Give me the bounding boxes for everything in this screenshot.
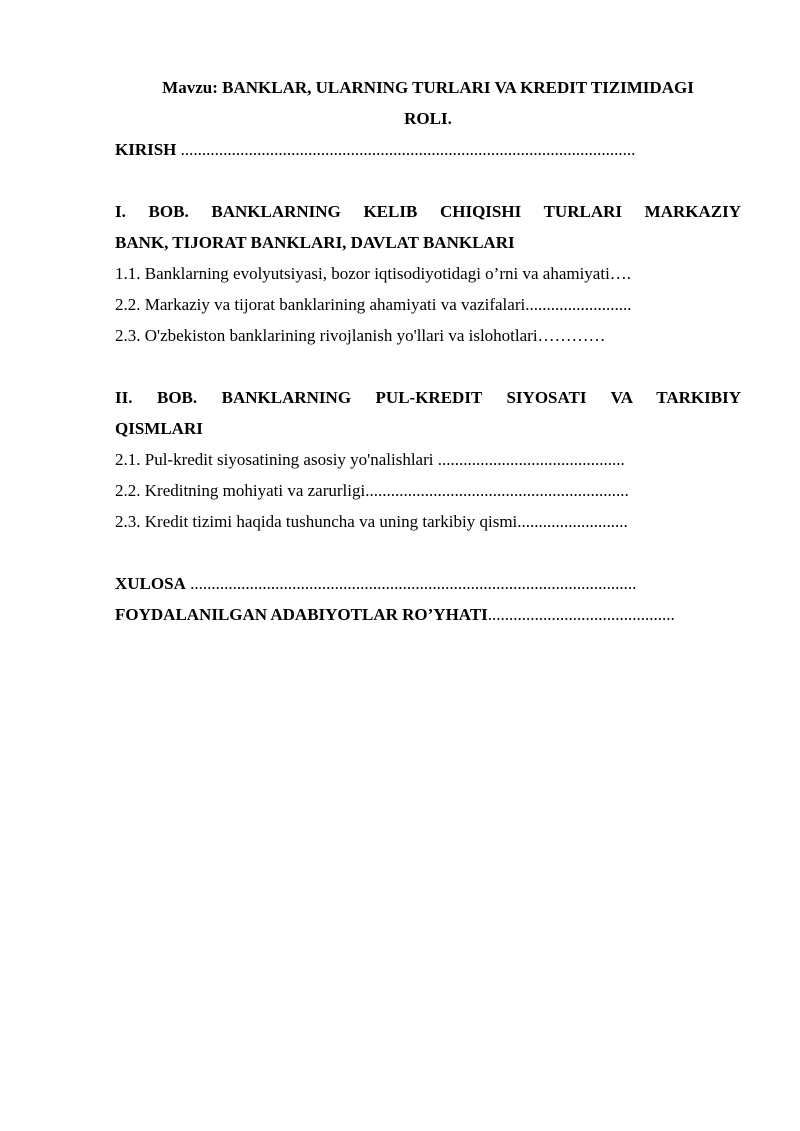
intro-dots: ........................................................................................................... bbox=[176, 140, 636, 159]
references-label: FOYDALANILGAN ADABIYOTLAR RO’YHATI bbox=[115, 605, 488, 624]
chapter-2-heading-line-1: II. BOB. BANKLARNING PUL-KREDIT SIYOSATI VA TARKIBIY bbox=[115, 388, 741, 407]
toc-entry-conclusion bbox=[115, 568, 741, 599]
title-line-2: ROLI. bbox=[404, 109, 452, 128]
chapter-2-heading-line-2: QISMLARI bbox=[115, 419, 203, 438]
toc-entry-references bbox=[115, 599, 741, 630]
toc-entry: 2.2. Kreditning mohiyati va zarurligi.............................................................. bbox=[115, 481, 629, 500]
document-title bbox=[115, 72, 741, 134]
toc-entry: 2.3. O'zbekiston banklarining rivojlanish yo'llari va islohotlari………… bbox=[115, 326, 606, 345]
title-line-1: Mavzu: BANKLAR, ULARNING TURLARI VA KREDIT TIZIMIDAGI bbox=[162, 78, 694, 97]
toc-entry: 1.1. Banklarning evolyutsiyasi, bozor iqtisodiyotidagi o’rni va ahamiyati…. bbox=[115, 264, 632, 283]
conclusion-dots: ......................................................................................................... bbox=[185, 574, 637, 593]
toc-entry-intro bbox=[115, 134, 741, 165]
chapter-1-heading-line-2: BANK, TIJORAT BANKLARI, DAVLAT BANKLARI bbox=[115, 233, 515, 252]
chapter-2-heading bbox=[115, 382, 741, 444]
spacer bbox=[115, 165, 741, 196]
spacer bbox=[115, 351, 741, 382]
references-dots: ............................................ bbox=[487, 605, 675, 624]
intro-label: KIRISH bbox=[115, 140, 177, 159]
chapter-1-heading-line-1: I. BOB. BANKLARNING KELIB CHIQISHI TURLARI MARKAZIY bbox=[115, 202, 741, 221]
toc-entry: 2.2. Markaziy va tijorat banklarining ahamiyati va vazifalari......................... bbox=[115, 295, 632, 314]
document-page bbox=[115, 72, 741, 630]
conclusion-label: XULOSA bbox=[115, 574, 186, 593]
toc-entry: 2.3. Kredit tizimi haqida tushuncha va uning tarkibiy qismi.......................... bbox=[115, 512, 628, 531]
spacer bbox=[115, 537, 741, 568]
toc-entry: 2.1. Pul-kredit siyosatining asosiy yo'nalishlari ............................................ bbox=[115, 450, 625, 469]
chapter-1-heading bbox=[115, 196, 741, 258]
